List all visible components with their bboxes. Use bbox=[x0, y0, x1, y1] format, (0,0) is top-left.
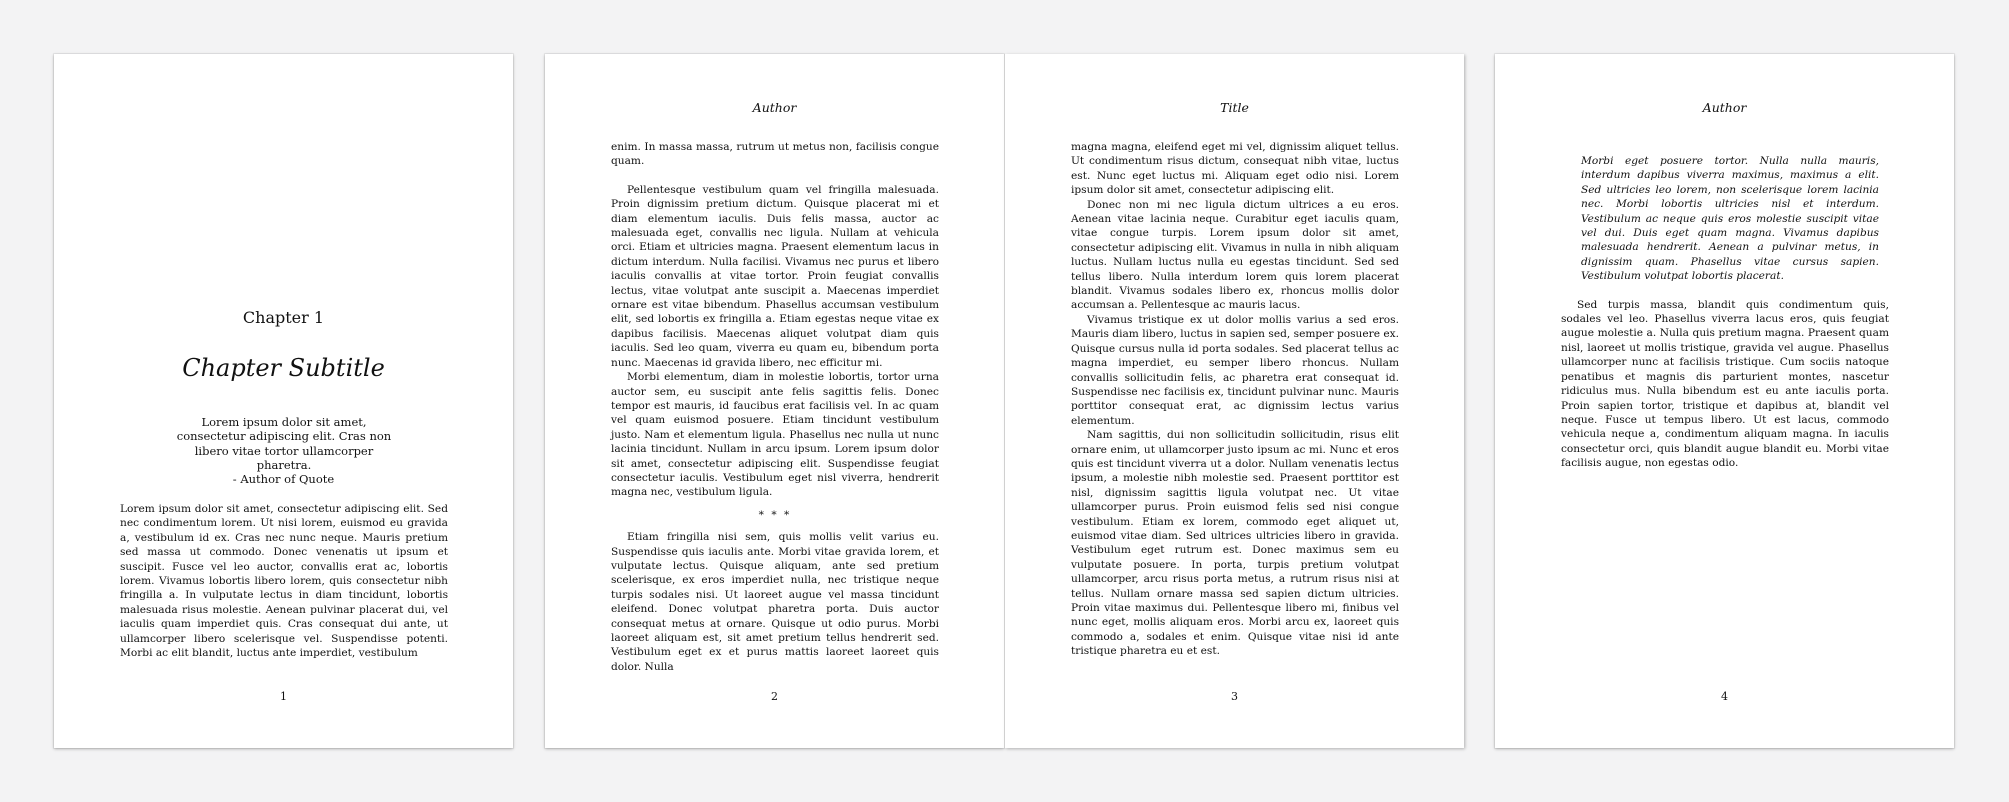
page-1 bbox=[54, 54, 513, 748]
page-number: 1 bbox=[280, 690, 287, 703]
paragraph: Vivamus tristique ex ut dolor mollis varius a sed eros. Mauris diam libero, luctus in sapien sed, semper posuere ex. Quisque cursus nulla id porta sodales. Sed placerat tellus ac magna imperdiet, eu semper libero rhoncus. Nullam convallis sollicitudin felis, ac pharetra erat consequat id. Suspendisse nec facilisis ex, tincidunt pulvinar nunc. Mauris porttitor consequat erat, ac dignissim lectus varius elementum. bbox=[1071, 313, 1399, 427]
page-body bbox=[611, 140, 939, 674]
epigraph-author: - Author of Quote bbox=[232, 472, 335, 486]
paragraph: Lorem ipsum dolor sit amet, consectetur adipiscing elit. Sed nec condimentum lorem. Ut nisi lorem, euismod eu gravida a, vestibulum id ex. Cras nec nunc neque. Mauris pretium sed massa ut commodo. Donec venenatis ut ipsum et suscipit. Fusce vel leo auctor, convallis erat ac, lobortis lorem. Vivamus lobortis libero lorem, quis consectetur nibh fringilla a. In vulputate lectus in diam tincidunt, lobortis malesuada risus molestie. Aenean pulvinar placerat dui, vel iaculis quam imperdiet quis. Cras consequat dui ante, ut ullamcorper libero scelerisque vel. Suspendisse potenti. Morbi ac elit blandit, luctus ante imperdiet, vestibulum bbox=[120, 503, 448, 660]
page-body bbox=[120, 502, 448, 660]
paragraph: Donec non mi nec ligula dictum ultrices a eu eros. Aenean vitae lacinia neque. Curabitur eget iaculis quam, vitae congue turpis. Lorem ipsum dolor sit amet, consectetur adipiscing elit. Vivamus in nulla in nibh aliquam luctus. Nullam luctus nulla eu egestas tincidunt. Sed sed tellus libero. Nulla interdum lorem quis lorem placerat blandit. Vivamus sodales libero ex, rhoncus mollis dolor accumsan a. Pellentesque ac mauris lacus. bbox=[1071, 198, 1399, 312]
running-head: Author bbox=[1702, 100, 1747, 115]
spread-gutter bbox=[1004, 54, 1005, 748]
section-break-ornament: * * * bbox=[758, 508, 792, 521]
epigraph: Lorem ipsum dolor sit amet, consectetur adipiscing elit. Cras non libero vitae tortor ullamcorper pharetra. bbox=[176, 415, 392, 473]
page-body bbox=[1071, 140, 1399, 659]
paragraph: Etiam fringilla nisi sem, quis mollis velit varius eu. Suspendisse quis iaculis ante. Morbi vitae gravida lorem, et vulputate lectus. Quisque aliquam, ante sed pretium scelerisque, ex eros imperdiet nulla, nec tristique neque turpis sodales nisi. Ut laoreet augue vel massa tincidunt eleifend. Donec volutpat pharetra porta. Duis auctor consequat metus at ornare. Quisque ut odio purus. Morbi laoreet aliquam est, sit amet pretium tellus hendrerit sed. Vestibulum eget ex et purus mattis laoreet laoreet quis dolor. Nulla bbox=[611, 531, 939, 673]
paragraph: Sed turpis massa, blandit quis condimentum quis, sodales vel leo. Phasellus viverra lacus eros, quis feugiat augue molestie a. Nulla quis pretium magna. Praesent quam nisl, laoreet ut mollis tristique, gravida vel augue. Phasellus ullamcorper nunc at facilisis tristique. Cum sociis natoque penatibus et magnis dis parturient montes, nascetur ridiculus mus. Nulla bibendum est eu ante iaculis porta. Proin sapien tortor, tristique et dapibus at, blandit vel neque. Fusce ut tempus libero. Ut est lacus, commodo vehicula neque a, condimentum aliquam magna. In iaculis consectetur orci, quis blandit augue blandit eu. Morbi vitae facilisis augue, non egestas odio. bbox=[1561, 298, 1889, 470]
paragraph: Pellentesque vestibulum quam vel fringilla malesuada. Proin dignissim pretium dictum. Quisque placerat mi et diam elementum iaculis. Duis felis massa, auctor ac malesuada eget, convallis nec ligula. Nullam at vehicula orci. Etiam et ultricies magna. Praesent elementum lacus in dictum interdum. Nulla facilisi. Vivamus nec purus et libero iaculis convallis at vitae tortor. Proin feugiat convallis lectus, vitae volutpat ante suscipit a. Maecenas imperdiet ornare est vitae bibendum. Phasellus accumsan vestibulum elit, sed lobortis ex fringilla a. Etiam egestas neque vitae ex dapibus facilisis. Maecenas aliquet volutpat diam quis iaculis. Sed leo quam, viverra eu quam eu, bibendum porta nunc. Maecenas id gravida libero, nec efficitur mi. bbox=[611, 183, 939, 369]
page-body bbox=[1561, 154, 1889, 471]
page-number: 4 bbox=[1721, 690, 1728, 703]
block-quote: Morbi eget posuere tortor. Nulla nulla mauris, interdum dapibus viverra maximus, maximus a elit. Sed ultricies leo lorem, non scelerisque lorem lacinia nec. Morbi lobortis ultricies nisl et interdum. Vestibulum ac neque quis eros molestie suscipit vitae vel dui. Duis eget quam magna. Vivamus dapibus malesuada hendrerit. Aenean a pulvinar metus, in dignissim quam. Phasellus vitae cursus sapien. Vestibulum volutpat lobortis placerat. bbox=[1581, 155, 1879, 283]
page-3 bbox=[1005, 54, 1464, 748]
paragraph: Nam sagittis, dui non sollicitudin sollicitudin, risus elit ornare enim, ut ullamcorper justo ipsum ac mi. Nunc et eros quis est tincidunt viverra ut a dolor. Nullam venenatis lectus ipsum, a molestie nibh molestie sed. Praesent porttitor est nisl, dignissim sagittis ligula volutpat nec. Ut vitae ullamcorper purus. Proin euismod felis sed nisi congue vestibulum. Etiam ex lorem, commodo eget aliquet ut, euismod vitae diam. Sed ultrices ultricies libero in gravida. Vestibulum eget rutrum est. Donec maximus sem eu vulputate posuere. In porta, turpis pretium volutpat ullamcorper, arcu risus porta metus, a rutrum risus nisi at tellus. Nullam ornare massa sed sapien dictum ultricies. Proin vitae maximus dui. Pellentesque libero mi, finibus vel nunc eget, mollis aliquam eros. Morbi arcu ex, laoreet quis commodo a, sodales et enim. Quisque vitae nisi id ante tristique pharetra eu et est. bbox=[1071, 429, 1399, 658]
running-head: Author bbox=[752, 100, 797, 115]
paragraph: Morbi elementum, diam in molestie lobortis, tortor urna auctor sem, eu suscipit ante felis sagittis felis. Donec tempor est mauris, id faucibus erat facilisis vel. In ac quam vel quam euismod posuere. Etiam tincidunt vestibulum justo. Nam et elementum ligula. Phasellus nec nulla ut nunc lacinia tincidunt. Nullam in arcu ipsum. Lorem ipsum dolor sit amet, consectetur adipiscing elit. Suspendisse feugiat consectetur iaculis. Vestibulum eget nisl viverra, hendrerit magna nec, vestibulum ligula. bbox=[611, 371, 939, 499]
chapter-subtitle: Chapter Subtitle bbox=[182, 354, 385, 382]
page-number: 2 bbox=[771, 690, 778, 703]
chapter-number: Chapter 1 bbox=[242, 308, 325, 327]
paragraph: enim. In massa massa, rutrum ut metus non, facilisis congue quam. bbox=[611, 141, 939, 168]
page-4 bbox=[1495, 54, 1954, 748]
page-number: 3 bbox=[1231, 690, 1238, 703]
paragraph: magna magna, eleifend eget mi vel, dignissim aliquet tellus. Ut condimentum risus dictum, consequat nibh vitae, luctus est. Nunc eget luctus mi. Aliquam eget odio nisi. Lorem ipsum dolor sit amet, consectetur adipiscing elit. bbox=[1071, 141, 1399, 197]
page-2 bbox=[545, 54, 1004, 748]
running-head: Title bbox=[1220, 100, 1249, 115]
